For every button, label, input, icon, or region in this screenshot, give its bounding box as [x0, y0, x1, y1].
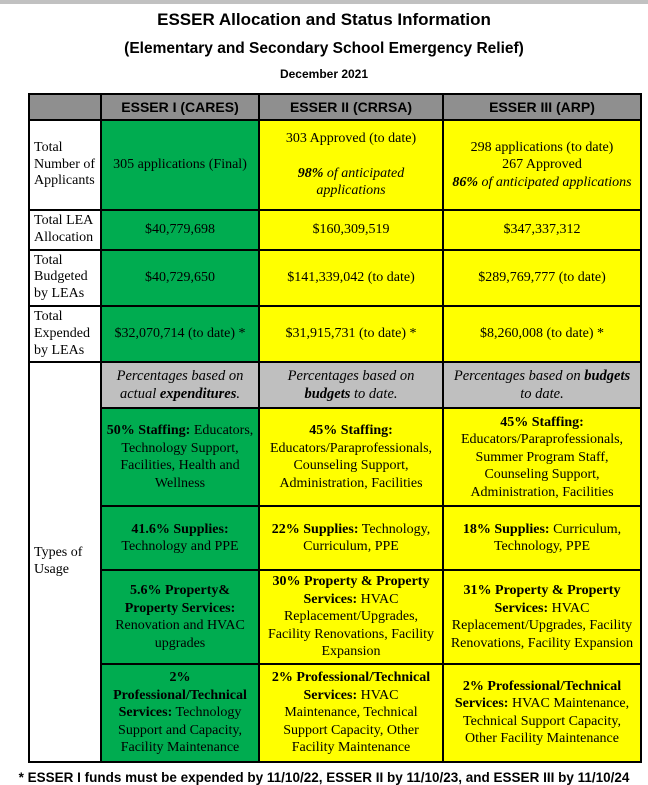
row-label-types-of-usage: Types of Usage	[29, 362, 101, 762]
row-percent-note	[29, 362, 641, 408]
page-subtitle: (Elementary and Secondary School Emergency Relief)	[124, 40, 524, 58]
cell-expended-esser1: $32,070,714 (to date) *	[101, 306, 259, 362]
row-label-allocation: Total LEA Allocation	[29, 210, 101, 250]
header-esser2: ESSER II (CRRSA)	[259, 94, 443, 120]
cell-budgeted-esser3: $289,769,777 (to date)	[443, 250, 641, 306]
row-total-expended	[29, 306, 641, 362]
header-esser3: ESSER III (ARP)	[443, 94, 641, 120]
cell-professional-esser2: 2% Professional/Technical Services: HVAC Maintenance, Technical Support Capacity, Other Facility Maintenance	[259, 664, 443, 762]
row-usage-professional	[29, 664, 641, 762]
cell-note-esser2: Percentages based on budgets to date.	[259, 362, 443, 408]
cell-supplies-esser1: 41.6% Supplies: Technology and PPE	[101, 506, 259, 570]
row-label-budgeted: Total Budgeted by LEAs	[29, 250, 101, 306]
cell-note-esser3: Percentages based on budgets to date.	[443, 362, 641, 408]
cell-property-esser3: 31% Property & Property Services: HVAC Replacement/Upgrades, Facility Renovations, Facility Expansion	[443, 570, 641, 664]
page-date: December 2021	[279, 66, 369, 81]
cell-allocation-esser3: $347,337,312	[443, 210, 641, 250]
page-title: ESSER Allocation and Status Information	[157, 10, 491, 29]
cell-professional-esser1: 2% Professional/Technical Services: Technology Support and Capacity, Facility Maintenance	[101, 664, 259, 762]
cell-allocation-esser1: $40,779,698	[101, 210, 259, 250]
row-total-applicants	[29, 120, 641, 210]
cell-staffing-esser3: 45% Staffing: Educators/Paraprofessionals, Summer Program Staff, Counseling Support, Administration, Facilities	[443, 408, 641, 506]
row-total-budgeted	[29, 250, 641, 306]
cell-staffing-esser1: 50% Staffing: Educators, Technology Support, Facilities, Health and Wellness	[101, 408, 259, 506]
cell-expended-esser2: $31,915,731 (to date) *	[259, 306, 443, 362]
cell-expended-esser3: $8,260,008 (to date) *	[443, 306, 641, 362]
row-usage-property	[29, 570, 641, 664]
row-label-expended: Total Expended by LEAs	[29, 306, 101, 362]
cell-professional-esser3: 2% Professional/Technical Services: HVAC Maintenance, Technical Support Capacity, Other Facility Maintenance	[443, 664, 641, 762]
cell-property-esser2: 30% Property & Property Services: HVAC Replacement/Upgrades, Facility Renovations, Facility Expansion	[259, 570, 443, 664]
document-heading	[0, 0, 648, 81]
header-esser1: ESSER I (CARES)	[101, 94, 259, 120]
cell-note-esser1: Percentages based on actual expenditures.	[101, 362, 259, 408]
row-label-applicants: Total Number of Applicants	[29, 120, 101, 210]
cell-supplies-esser3: 18% Supplies: Curriculum, Technology, PPE	[443, 506, 641, 570]
window-top-edge	[0, 0, 648, 4]
row-usage-staffing	[29, 408, 641, 506]
cell-budgeted-esser1: $40,729,650	[101, 250, 259, 306]
cell-applicants-esser2: 303 Approved (to date) 98% of anticipated applications	[259, 120, 443, 210]
cell-staffing-esser2: 45% Staffing: Educators/Paraprofessionals, Counseling Support, Administration, Facilities	[259, 408, 443, 506]
row-lea-allocation	[29, 210, 641, 250]
cell-supplies-esser2: 22% Supplies: Technology, Curriculum, PPE	[259, 506, 443, 570]
table-header-row	[29, 94, 641, 120]
cell-applicants-esser1: 305 applications (Final)	[101, 120, 259, 210]
row-usage-supplies	[29, 506, 641, 570]
expenditure-deadline-footnote: * ESSER I funds must be expended by 11/10/22, ESSER II by 11/10/23, and ESSER III by 11/10/24	[18, 769, 630, 785]
cell-allocation-esser2: $160,309,519	[259, 210, 443, 250]
cell-applicants-esser3: 298 applications (to date) 267 Approved 86% of anticipated applications	[443, 120, 641, 210]
esser-status-table	[28, 93, 642, 763]
header-empty-cell	[29, 94, 101, 120]
cell-property-esser1: 5.6% Property& Property Services: Renovation and HVAC upgrades	[101, 570, 259, 664]
cell-budgeted-esser2: $141,339,042 (to date)	[259, 250, 443, 306]
